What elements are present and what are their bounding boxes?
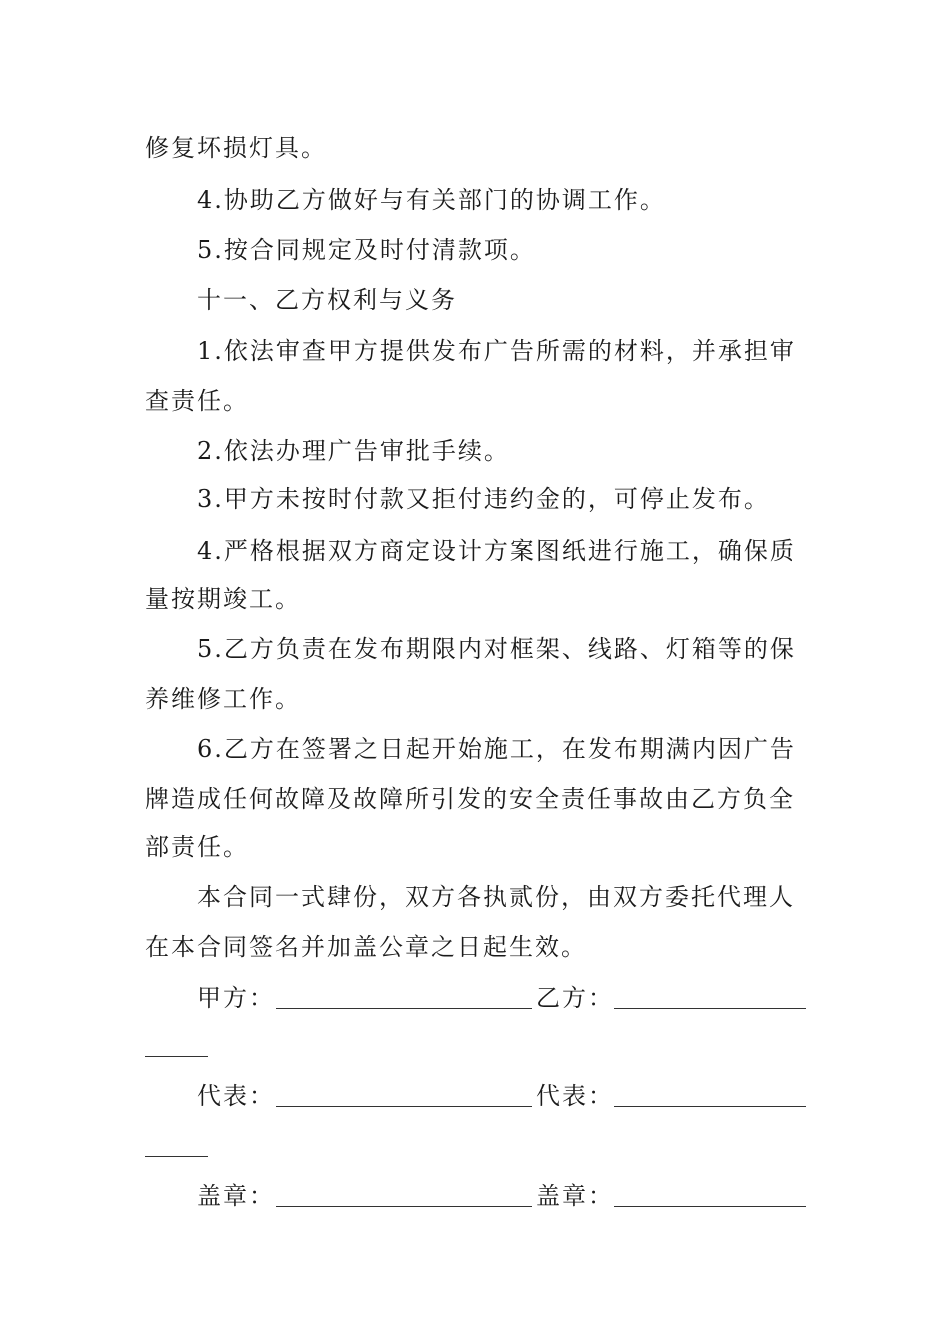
paragraph-line: 牌造成任何故障及故障所引发的安全责任事故由乙方负全 xyxy=(145,785,795,813)
rep-b-blank[interactable] xyxy=(614,1106,806,1107)
section-heading: 十一、乙方权利与义务 xyxy=(197,286,457,314)
paragraph-line: 5.乙方负责在发布期限内对框架、线路、灯箱等的保 xyxy=(197,635,796,663)
paragraph-line: 6.乙方在签署之日起开始施工，在发布期满内因广告 xyxy=(197,735,796,763)
paragraph-line: 5.按合同规定及时付清款项。 xyxy=(197,236,536,264)
party-a-blank[interactable] xyxy=(276,1008,532,1009)
paragraph-line: 3.甲方未按时付款又拒付违约金的，可停止发布。 xyxy=(197,485,770,513)
seal-b-blank[interactable] xyxy=(614,1206,806,1207)
seal-a-blank[interactable] xyxy=(276,1206,532,1207)
paragraph-line: 4.协助乙方做好与有关部门的协调工作。 xyxy=(197,186,666,214)
paragraph-line: 量按期竣工。 xyxy=(145,585,301,613)
rep-b-label: 代表： xyxy=(536,1082,614,1110)
paragraph-line: 部责任。 xyxy=(145,833,249,861)
rep-a-label: 代表： xyxy=(197,1082,275,1110)
paragraph-line: 查责任。 xyxy=(145,387,249,415)
paragraph-line: 2.依法办理广告审批手续。 xyxy=(197,437,510,465)
party-a-label: 甲方： xyxy=(197,984,275,1012)
rep-b-blank-continued xyxy=(145,1156,208,1157)
party-b-label: 乙方： xyxy=(536,984,614,1012)
paragraph-line: 在本合同签名并加盖公章之日起生效。 xyxy=(145,933,587,961)
paragraph-line: 1.依法审查甲方提供发布广告所需的材料，并承担审 xyxy=(197,337,796,365)
seal-b-label: 盖章： xyxy=(536,1182,614,1210)
seal-a-label: 盖章： xyxy=(197,1182,275,1210)
paragraph-line: 养维修工作。 xyxy=(145,685,301,713)
paragraph-line: 4.严格根据双方商定设计方案图纸进行施工，确保质 xyxy=(197,537,796,565)
rep-a-blank[interactable] xyxy=(276,1106,532,1107)
party-b-blank[interactable] xyxy=(614,1008,806,1009)
party-b-blank-continued xyxy=(145,1056,208,1057)
paragraph-line: 修复坏损灯具。 xyxy=(145,134,327,162)
paragraph-line: 本合同一式肆份，双方各执贰份，由双方委托代理人 xyxy=(197,883,795,911)
